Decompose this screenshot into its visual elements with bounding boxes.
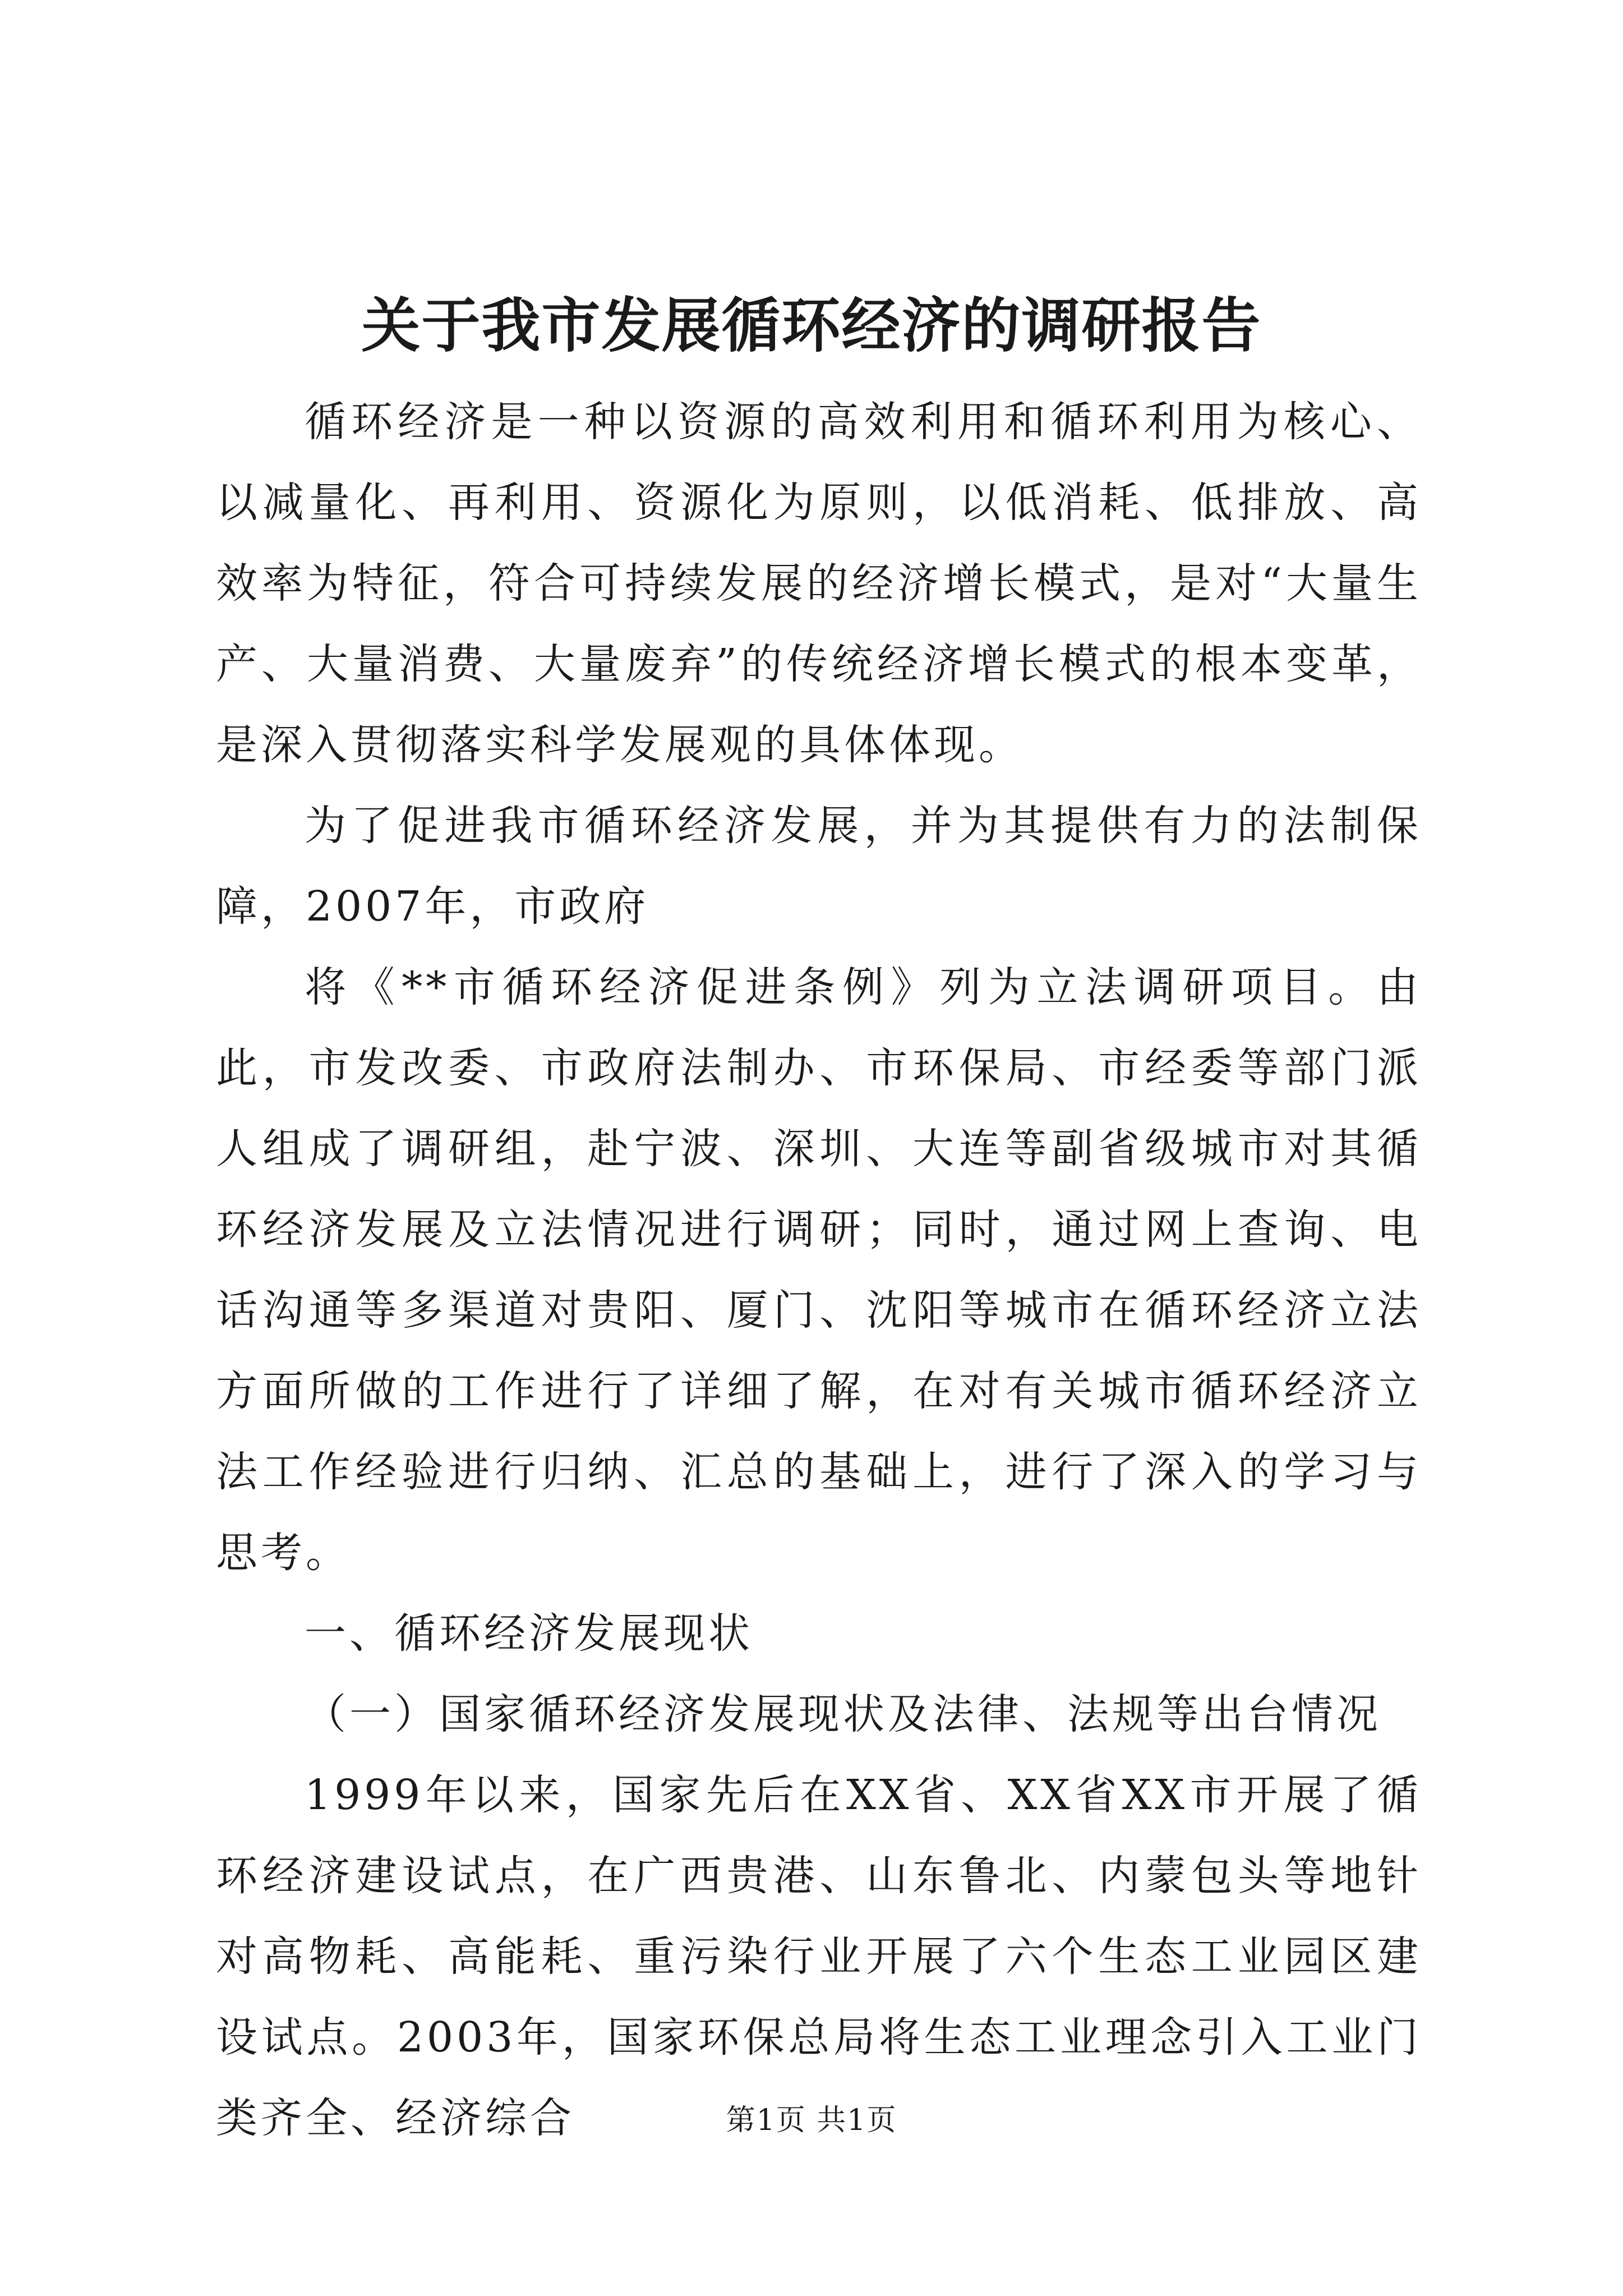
national-status-paragraph: 1999年以来，国家先后在XX省、XX省XX市开展了循环经济建设试点，在广西贵港、山东鲁北、内蒙包头等地针对高物耗、高能耗、重污染行业开展了六个生态工业园区建设试点。2003年，国家环保总局将生态工业理念引入工业门类齐全、经济综合	[216, 1771, 1422, 2142]
section-heading: 一、循环经济发展现状	[305, 1609, 753, 1658]
subsection-heading: （一）国家循环经济发展现状及法律、法规等出台情况	[305, 1690, 1381, 1738]
research-paragraph: 将《**市循环经济促进条例》列为立法调研项目。由此，市发改委、市政府法制办、市环保局、市经委等部门派人组成了调研组，赴宁波、深圳、大连等副省级城市对其循环经济发展及立法情况进行调研；同时，通过网上查询、电话沟通等多渠道对贵阳、厦门、沈阳等城市在循环经济立法方面所做的工作进行了详细了解，在对有关城市循环经济立法工作经验进行归纳、汇总的基础上，进行了深入的学习与思考。	[216, 963, 1422, 1577]
document-title: 关于我市发展循环经济的调研报告	[361, 291, 1262, 360]
page-footer: 第1页 共1页	[726, 2104, 897, 2137]
document-body	[216, 381, 1422, 2159]
purpose-paragraph: 为了促进我市循环经济发展，并为其提供有力的法制保障，2007年，市政府	[216, 802, 1422, 931]
intro-paragraph: 循环经济是一种以资源的高效利用和循环利用为核心、以减量化、再利用、资源化为原则，以低消耗、低排放、高效率为特征，符合可持续发展的经济增长模式，是对“大量生产、大量消费、大量废弃”的传统经济增长模式的根本变革，是深入贯彻落实科学发展观的具体体现。	[216, 398, 1422, 769]
